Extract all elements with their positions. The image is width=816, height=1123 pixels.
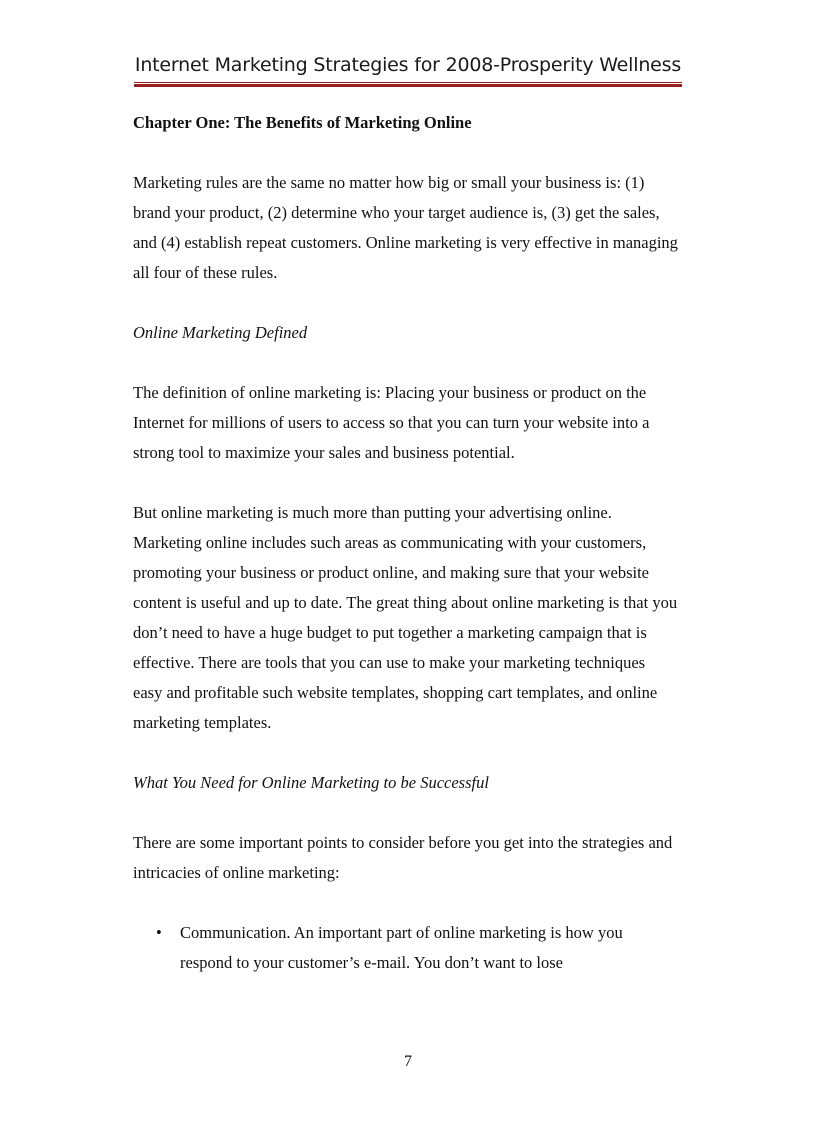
points-list [133, 918, 678, 978]
page-number: 7 [404, 1053, 412, 1070]
spacer [133, 468, 678, 498]
subheading-online-marketing-defined: Online Marketing Defined [133, 323, 308, 342]
header-title: Internet Marketing Strategies for 2008-Prosperity Wellness [134, 54, 682, 76]
list-item-text: Communication. An important part of online marketing is how you respond to your customer’s e-mail. You don’t want to lose [180, 923, 623, 972]
more-than-advertising-paragraph: But online marketing is much more than putting your advertising online. Marketing online includes such areas as communicating with your customers, promoting your business or product online, and making sure that your website content is useful and up to date. The great thing about online marketing is that you don’t need to have a huge budget to put together a marketing campaign that is effective. There are tools that you can use to make your marketing techniques easy and profitable such website templates, shopping cart templates, and online marketing templates. [133, 503, 678, 732]
spacer [133, 738, 678, 768]
intro-paragraph: Marketing rules are the same no matter how big or small your business is: (1) brand your product, (2) determine who your target audience is, (3) get the sales, and (4) establish repeat customers. Online marketing is very effective in managing all four of these rules. [133, 173, 678, 282]
spacer [133, 138, 678, 168]
points-intro-paragraph: There are some important points to consider before you get into the strategies and intricacies of online marketing: [133, 833, 673, 882]
bullet-icon: • [156, 923, 162, 942]
header-rule-thin [134, 82, 682, 83]
spacer [133, 288, 678, 318]
subheading-what-you-need: What You Need for Online Marketing to be Successful [133, 773, 489, 792]
chapter-title: Chapter One: The Benefits of Marketing Online [133, 113, 472, 132]
spacer [133, 798, 678, 828]
page-body [133, 108, 678, 978]
spacer [133, 348, 678, 378]
header-rule-thick [134, 84, 682, 87]
running-header [134, 52, 682, 87]
list-item [133, 918, 678, 978]
definition-paragraph: The definition of online marketing is: Placing your business or product on the Internet for millions of users to access so that you can turn your website into a strong tool to maximize your sales and business potential. [133, 383, 650, 462]
spacer [133, 888, 678, 918]
